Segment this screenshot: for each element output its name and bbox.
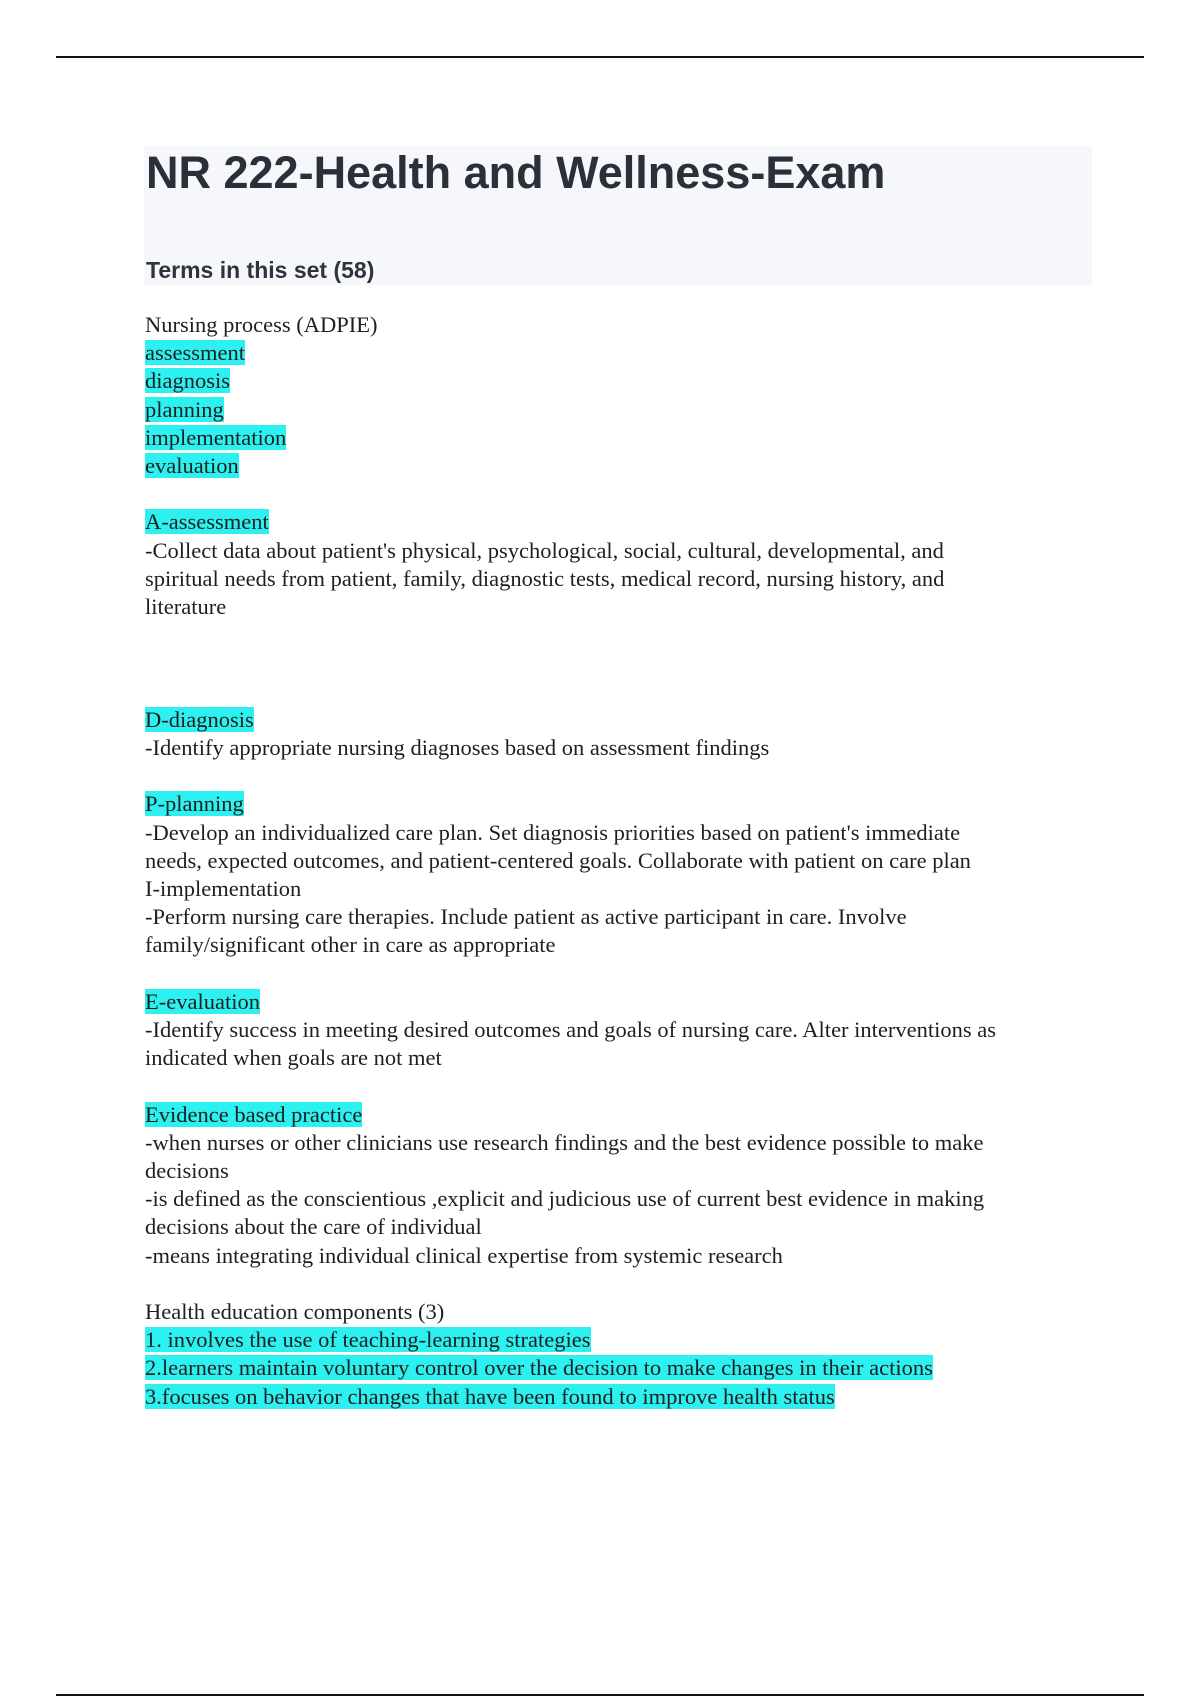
card-term: E-evaluation: [145, 988, 260, 1014]
card-definition-line: evaluation: [145, 453, 239, 479]
flashcard: [145, 790, 1095, 959]
card-definition-line: -Develop an individualized care plan. Set diagnosis priorities based on patient's immediate: [145, 819, 961, 845]
bottom-rule: [56, 1694, 1144, 1696]
flashcard: [145, 988, 1095, 1073]
flashcard-list: [145, 311, 1095, 1411]
card-definition-line: 1. involves the use of teaching-learning strategies: [145, 1327, 591, 1353]
card-definition-line: -Perform nursing care therapies. Include patient as active participant in care. Involve: [145, 904, 907, 930]
card-definition-line: spiritual needs from patient, family, diagnostic tests, medical record, nursing history, and: [145, 565, 945, 591]
flashcard: [145, 1298, 1095, 1411]
card-definition-line: indicated when goals are not met: [145, 1045, 442, 1071]
card-definition-line: 3.focuses on behavior changes that have been found to improve health status: [145, 1383, 835, 1409]
card-definition-line: -when nurses or other clinicians use research findings and the best evidence possible to make: [145, 1129, 984, 1155]
card-term: D-diagnosis: [145, 706, 254, 732]
card-term: A-assessment: [145, 509, 269, 535]
card-definition-line: -Identify success in meeting desired outcomes and goals of nursing care. Alter interventions as: [145, 1017, 997, 1043]
card-definition-line: -Collect data about patient's physical, psychological, social, cultural, developmental, and: [145, 537, 944, 563]
card-definition-line: -is defined as the conscientious ,explicit and judicious use of current best evidence in making: [145, 1186, 985, 1212]
card-term: Evidence based practice: [145, 1101, 363, 1127]
top-rule: [56, 56, 1144, 58]
card-definition-line: -means integrating individual clinical expertise from systemic research: [145, 1242, 783, 1268]
flashcard: [145, 706, 1095, 762]
card-definition-line: diagnosis: [145, 368, 231, 394]
card-definition-line: I-implementation: [145, 876, 302, 902]
card-definition-line: needs, expected outcomes, and patient-centered goals. Collaborate with patient on care plan: [145, 847, 971, 873]
card-definition-line: family/significant other in care as appropriate: [145, 932, 556, 958]
card-definition-line: 2.learners maintain voluntary control over the decision to make changes in their actions: [145, 1355, 933, 1381]
card-term: P-planning: [145, 791, 244, 817]
flashcard: [145, 1101, 1095, 1270]
card-term: Nursing process (ADPIE): [145, 312, 378, 337]
card-definition-line: decisions: [145, 1158, 229, 1184]
card-definition-line: assessment: [145, 340, 245, 366]
flashcard: [145, 311, 1095, 480]
card-definition-line: decisions about the care of individual: [145, 1214, 482, 1240]
card-term: Health education components (3): [145, 1299, 445, 1325]
flashcard: [145, 508, 1095, 621]
card-definition-line: literature: [145, 594, 227, 620]
terms-count-heading: Terms in this set (58): [146, 257, 375, 283]
card-definition-line: planning: [145, 396, 224, 422]
card-definition-line: -Identify appropriate nursing diagnoses based on assessment findings: [145, 735, 770, 761]
card-definition-line: implementation: [145, 424, 287, 450]
document-title: NR 222-Health and Wellness-Exam: [146, 147, 886, 198]
